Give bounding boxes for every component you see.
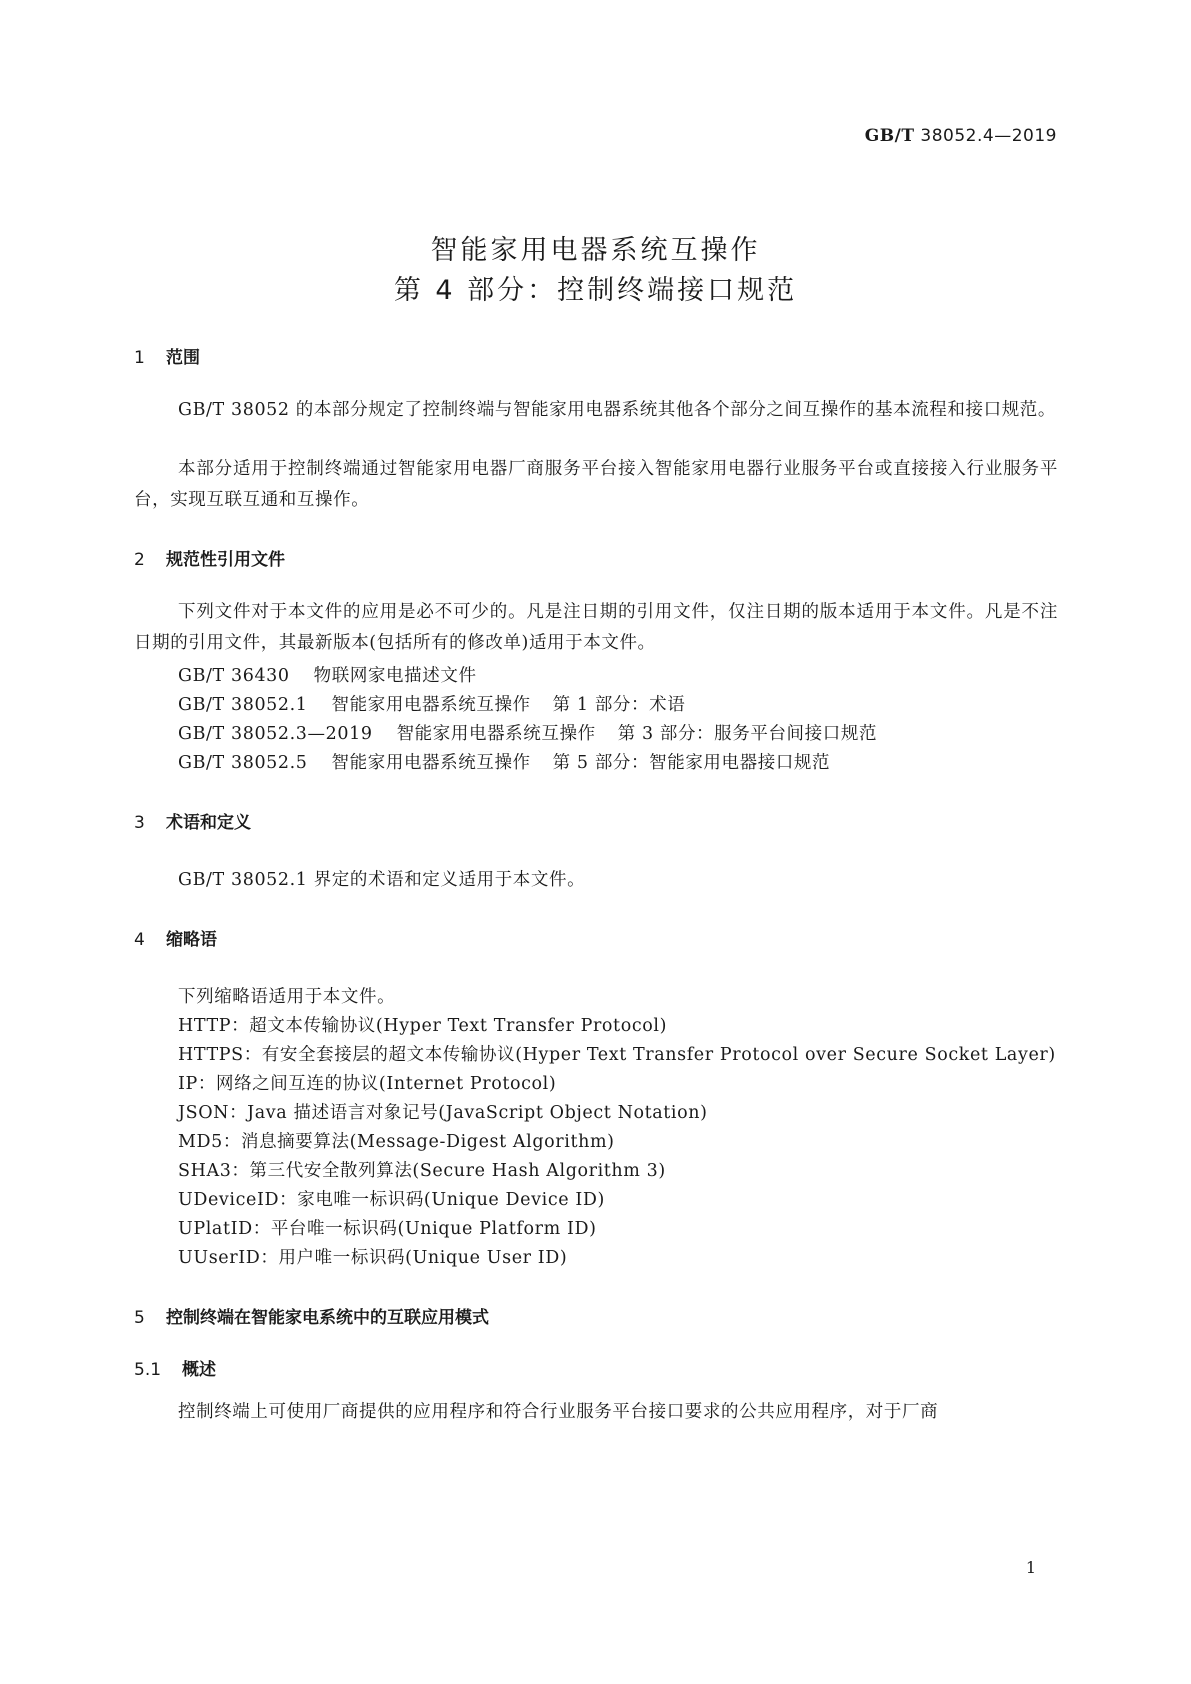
standard-number: GB/T 38052.4—2019 xyxy=(864,126,1057,146)
abbreviation-item: IP：网络之间互连的协议(Internet Protocol) xyxy=(178,1074,557,1094)
page-number: 1 xyxy=(1025,1558,1036,1577)
section-heading-1: 1 范围 xyxy=(134,348,200,368)
reference-item: GB/T 36430 物联网家电描述文件 xyxy=(178,666,477,686)
section-heading-2: 2 规范性引用文件 xyxy=(134,550,285,570)
paragraph-terms: GB/T 38052.1 界定的术语和定义适用于本文件。 xyxy=(178,870,586,890)
reference-item: GB/T 38052.1 智能家用电器系统互操作 第 1 部分：术语 xyxy=(178,695,686,715)
abbreviation-item: UUserID：用户唯一标识码(Unique User ID) xyxy=(178,1248,568,1268)
document-title-line1: 智能家用电器系统互操作 xyxy=(430,235,761,266)
paragraph-scope-1: GB/T 38052 的本部分规定了控制终端与智能家用电器系统其他各个部分之间互操作的基本流程和接口规范。 xyxy=(178,400,1056,420)
paragraph-references-intro: 下列文件对于本文件的应用是必不可少的。凡是注日期的引用文件，仅注日期的版本适用于本文件。凡是不注日期的引用文件，其最新版本(包括所有的修改单)适用于本文件。 xyxy=(134,602,1058,653)
abbreviation-item: UDeviceID：家电唯一标识码(Unique Device ID) xyxy=(178,1190,605,1210)
section-heading-4: 4 缩略语 xyxy=(134,930,217,950)
abbreviation-item: MD5：消息摘要算法(Message-Digest Algorithm) xyxy=(178,1132,615,1152)
document-title-line2: 第 4 部分：控制终端接口规范 xyxy=(393,275,798,306)
abbreviation-item: HTTPS：有安全套接层的超文本传输协议(Hyper Text Transfer Protocol over Secure Socket Layer) xyxy=(178,1045,1056,1065)
abbreviations-intro: 下列缩略语适用于本文件。 xyxy=(178,987,396,1007)
section-heading-5: 5 控制终端在智能家电系统中的互联应用模式 xyxy=(134,1308,489,1328)
section-heading-3: 3 术语和定义 xyxy=(134,813,251,833)
abbreviation-item: JSON：Java 描述语言对象记号(JavaScript Object Notation) xyxy=(178,1103,708,1123)
abbreviation-item: UPlatID：平台唯一标识码(Unique Platform ID) xyxy=(178,1219,597,1239)
abbreviation-item: HTTP：超文本传输协议(Hyper Text Transfer Protocol) xyxy=(178,1016,667,1036)
paragraph-overview: 控制终端上可使用厂商提供的应用程序和符合行业服务平台接口要求的公共应用程序，对于厂商 xyxy=(178,1402,939,1422)
abbreviation-item: SHA3：第三代安全散列算法(Secure Hash Algorithm 3) xyxy=(178,1161,666,1181)
reference-item: GB/T 38052.5 智能家用电器系统互操作 第 5 部分：智能家用电器接口规范 xyxy=(178,753,831,773)
paragraph-scope-2: 本部分适用于控制终端通过智能家用电器厂商服务平台接入智能家用电器行业服务平台或直接接入行业服务平台，实现互联互通和互操作。 xyxy=(134,459,1058,510)
section-heading-5-1: 5.1 概述 xyxy=(134,1360,216,1380)
reference-item: GB/T 38052.3—2019 智能家用电器系统互操作 第 3 部分：服务平台间接口规范 xyxy=(178,724,878,744)
